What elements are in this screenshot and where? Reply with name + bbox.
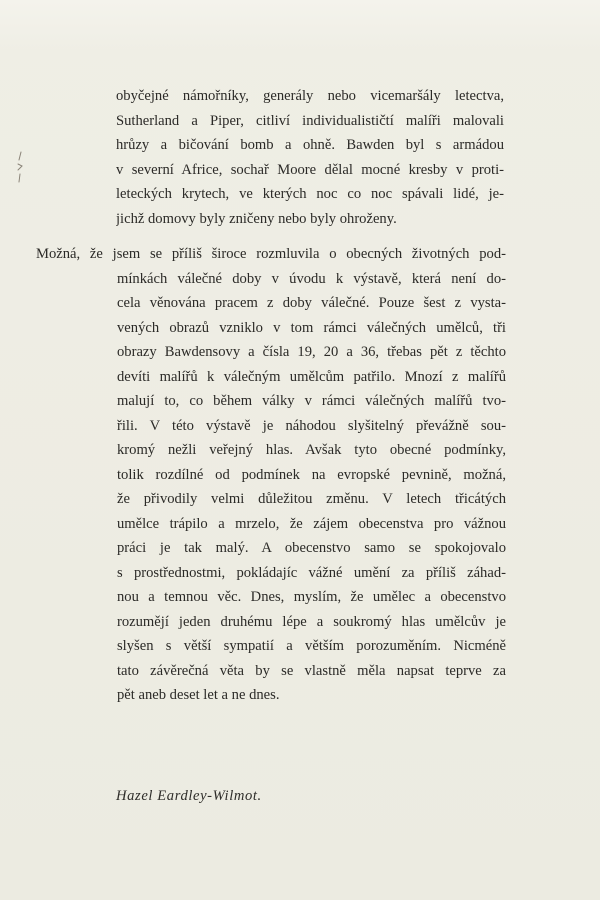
text-line: práci je tak malý. A obecenstvo samo se spokojovalo [117, 540, 506, 556]
text-line: hrůzy a bičování bomb a ohně. Bawden byl s armádou [116, 137, 504, 153]
paragraph-1 [116, 84, 504, 231]
text-line: jichž domovy byly zničeny nebo byly ohroženy. [116, 210, 397, 227]
text-line: obrazy Bawdensovy a čísla 19, 20 a 36, třebas pět z těchto [117, 344, 506, 360]
text-line: nou a temnou věc. Dnes, myslím, že umělec a obecenstvo [117, 589, 506, 605]
text-line: slyšen s větší sympatií a větším porozuměním. Nicméně [117, 638, 506, 654]
text-line: pět aneb deset let a ne dnes. [117, 687, 280, 703]
text-line: kromý nežli veřejný hlas. Avšak tyto obecné podmínky, [117, 442, 506, 458]
text-line: Sutherland a Piper, citliví individualističtí malíři malovali [116, 112, 504, 129]
author-signature: Hazel Eardley-Wilmot. [116, 788, 262, 804]
margin-pencil-mark [14, 150, 26, 186]
text-line: obyčejné námořníky, generály nebo vicemaršály letectva, [116, 88, 504, 104]
text-line: rozumějí jeden druhému lépe a soukromý hlas umělcův je [117, 613, 506, 630]
text-line: umělce trápilo a mrzelo, že zájem obecenstva pro vážnou [117, 515, 506, 532]
text-line: vených obrazů vzniklo v tom rámci válečných umělců, tři [117, 319, 506, 336]
text-line: řili. V této výstavě je náhodou slyšitelný převážně sou- [117, 417, 506, 434]
scan-edge [0, 0, 600, 52]
text-line: tolik rozdílné od podmínek na evropské pevnině, možná, [117, 466, 506, 483]
text-line: že přivodily velmi důležitou změnu. V letech třicátých [117, 491, 506, 507]
text-line: malují to, co během války v rámci válečných malířů tvo- [117, 393, 506, 409]
text-line: v severní Africe, sochař Moore dělal mocné kresby v proti- [116, 161, 504, 178]
text-line: s prostřednostmi, pokládajíc vážné umění za příliš záhad- [117, 564, 506, 581]
text-line: leteckých krytech, ve kterých noc co noc spávali lidé, je- [116, 186, 504, 202]
text-line: mínkách válečné doby v úvodu k výstavě, která není do- [117, 270, 506, 287]
paragraph-2 [36, 242, 506, 708]
text-line: Možná, že jsem se příliš široce rozmluvila o obecných životných pod- [36, 246, 506, 262]
text-line: cela věnována pracem z doby válečné. Pouze šest z vysta- [117, 295, 506, 311]
text-line: tato závěrečná věta by se vlastně měla napsat teprve za [117, 662, 506, 679]
text-line: devíti malířů k válečným umělcům patřilo. Mnozí z malířů [117, 368, 506, 385]
